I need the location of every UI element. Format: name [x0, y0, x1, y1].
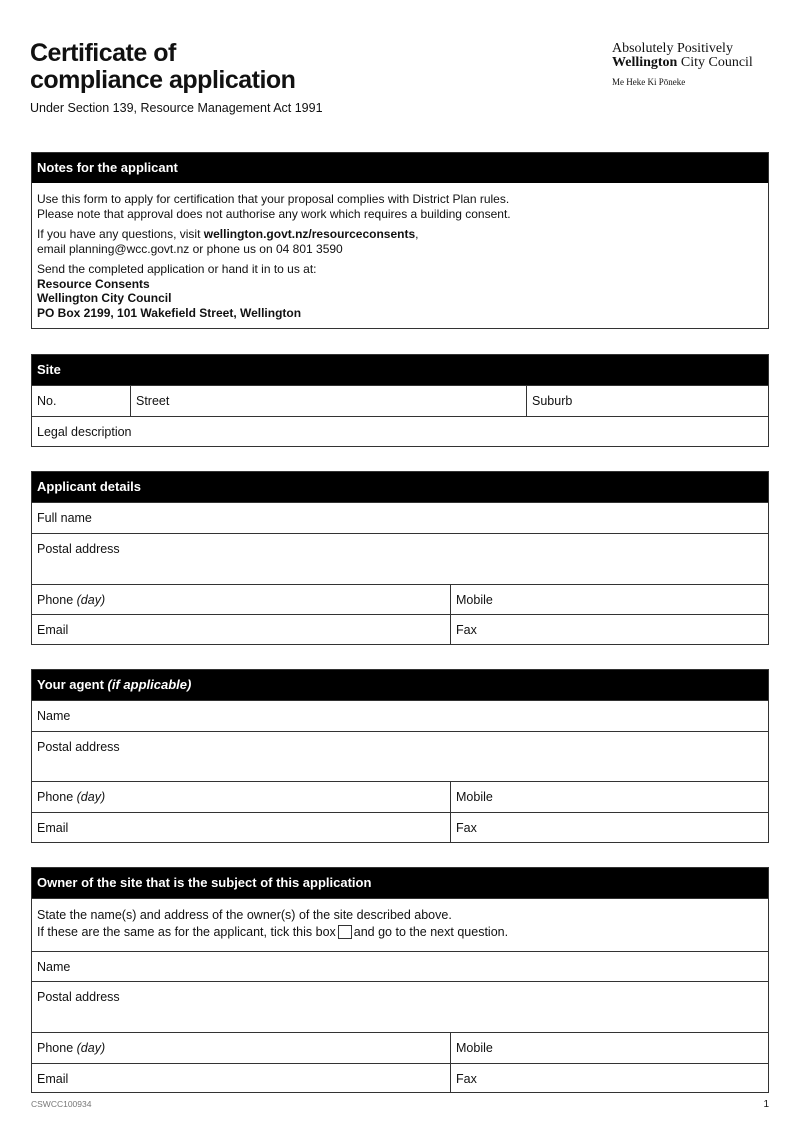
statement-text: If these are the same as for the applicant, tick this box: [37, 925, 336, 939]
label: Phone: [37, 1041, 77, 1055]
site-suburb-field[interactable]: Suburb: [526, 386, 768, 416]
applicant-fax-field[interactable]: Fax: [450, 615, 768, 644]
owner-mobile-field[interactable]: Mobile: [450, 1033, 768, 1063]
note-text: Use this form to apply for certification that your proposal complies with District Plan rules.: [37, 192, 510, 206]
agent-postal-field[interactable]: Postal address: [37, 740, 120, 754]
applicant-mobile-field[interactable]: Mobile: [450, 585, 768, 614]
label: Phone: [37, 790, 77, 804]
label: (day): [76, 790, 106, 804]
statement-text: and go to the next question.: [353, 925, 509, 939]
owner-name-field[interactable]: Name: [37, 960, 71, 974]
agent-name-field[interactable]: Name: [37, 709, 71, 723]
section-header: [32, 670, 768, 700]
page-number: 1: [763, 1099, 769, 1110]
logo-tagline: Me Heke Ki Pōneke: [612, 77, 686, 87]
owner-phone-field[interactable]: [32, 1033, 450, 1063]
site-no-field[interactable]: No.: [37, 394, 57, 408]
label: (day): [76, 593, 106, 607]
note-text: ,: [415, 227, 419, 241]
council-logo: [612, 42, 753, 89]
note-text: email planning@wcc.govt.nz or phone us on 04 801 3590: [37, 241, 343, 256]
logo-bold: Wellington: [612, 55, 678, 70]
subtitle: Under Section 139, Resource Management Act 1991: [30, 101, 323, 115]
title-line: Certificate of: [30, 39, 176, 67]
agent-phone-field[interactable]: [32, 782, 450, 812]
applicant-postal-field[interactable]: Postal address: [37, 542, 120, 556]
title-line: compliance application: [30, 66, 296, 94]
header-text: (if applicable): [107, 677, 192, 692]
form-code: CSWCC100934: [31, 1099, 92, 1109]
section-header: Owner of the site that is the subject of this application: [32, 868, 768, 898]
header-text: Your agent: [37, 677, 108, 692]
site-street-field[interactable]: Street: [130, 386, 526, 416]
owner-statement: [32, 899, 768, 951]
section-header: Applicant details: [32, 472, 768, 502]
logo-rest: City Council: [677, 55, 753, 70]
applicant-name-field[interactable]: Full name: [37, 511, 92, 525]
owner-fax-field[interactable]: Fax: [450, 1064, 768, 1092]
statement-text: State the name(s) and address of the owner(s) of the site described above.: [37, 908, 452, 922]
agent-section: [31, 669, 769, 843]
same-as-applicant-checkbox[interactable]: [338, 925, 352, 939]
applicant-email-field[interactable]: Email: [37, 623, 69, 637]
applicant-section: [31, 471, 769, 645]
address-line: Wellington City Council: [37, 291, 172, 305]
notes-body: [32, 183, 768, 335]
agent-email-field[interactable]: Email: [37, 821, 69, 835]
note-text: Send the completed application or hand it in to us at:: [37, 262, 317, 276]
label: (day): [76, 1041, 106, 1055]
notes-section: [31, 152, 769, 329]
owner-email-field[interactable]: Email: [37, 1072, 69, 1086]
logo-line: Absolutely Positively: [612, 41, 733, 56]
section-header: Notes for the applicant: [32, 153, 768, 183]
note-text: If you have any questions, visit: [37, 227, 204, 241]
label: Phone: [37, 593, 77, 607]
agent-fax-field[interactable]: Fax: [450, 813, 768, 842]
owner-postal-field[interactable]: Postal address: [37, 990, 120, 1004]
website-link[interactable]: wellington.govt.nz/resourceconsents: [203, 227, 416, 241]
page-title: [30, 40, 295, 94]
logo-line: [612, 56, 753, 70]
site-section: [31, 354, 769, 447]
applicant-phone-field[interactable]: [32, 585, 450, 614]
legal-description-field[interactable]: Legal description: [37, 425, 132, 439]
address-line: PO Box 2199, 101 Wakefield Street, Wellington: [37, 305, 302, 320]
note-text: Please note that approval does not authorise any work which requires a building consent.: [37, 206, 511, 221]
owner-section: [31, 867, 769, 1093]
address-line: Resource Consents: [37, 276, 150, 291]
section-header: Site: [32, 355, 768, 385]
agent-mobile-field[interactable]: Mobile: [450, 782, 768, 812]
